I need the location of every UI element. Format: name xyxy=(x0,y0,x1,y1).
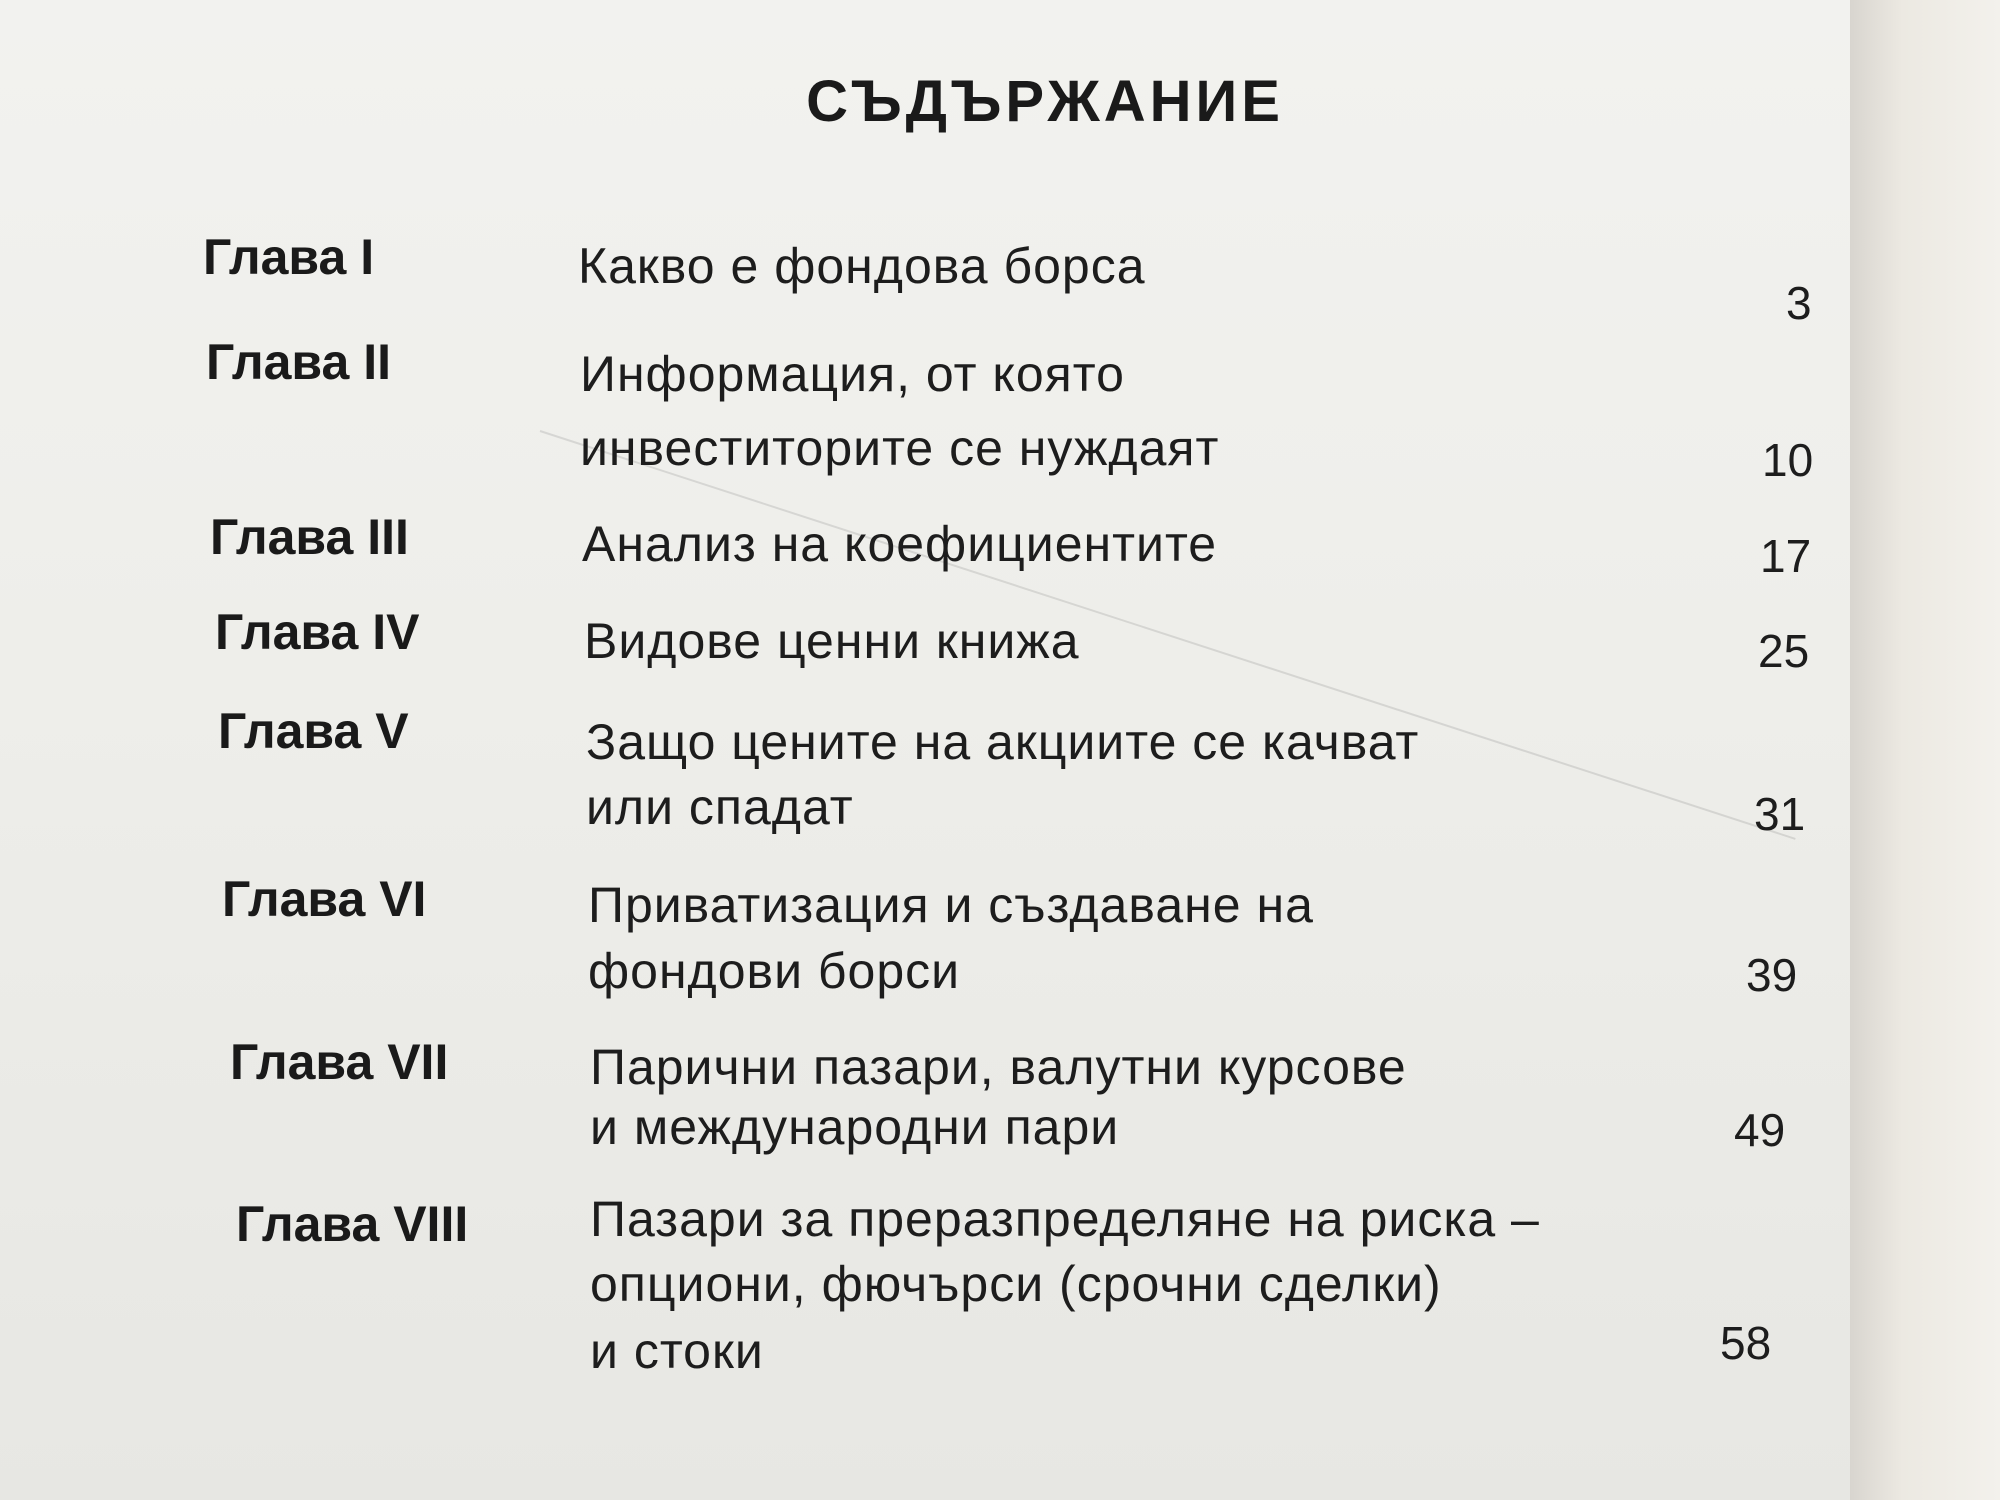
page-number: 31 xyxy=(1754,788,1806,840)
page-number: 49 xyxy=(1734,1104,1786,1156)
chapter-title-line: фондови борси xyxy=(588,943,961,999)
chapter-label: Глава VII xyxy=(230,1034,449,1090)
page-number: 3 xyxy=(1786,277,1812,329)
page-number: 58 xyxy=(1720,1317,1772,1369)
chapter-title-line: Видове ценни книжа xyxy=(584,613,1080,669)
page-number: 25 xyxy=(1758,625,1810,677)
chapter-label: Глава I xyxy=(203,229,375,285)
chapter-title-line: Приватизация и създаване на xyxy=(588,877,1314,933)
chapter-title-line: и международни пари xyxy=(590,1099,1120,1155)
chapter-label: Глава IV xyxy=(215,604,420,660)
chapter-title-line: и стоки xyxy=(590,1323,764,1379)
chapter-title-line: или спадат xyxy=(586,779,854,835)
page-number: 10 xyxy=(1762,434,1814,486)
chapter-title-line: Защо цените на акциите се качват xyxy=(586,714,1420,770)
chapter-label: Глава VIII xyxy=(236,1196,469,1252)
chapter-label: Глава VI xyxy=(222,871,427,927)
chapter-title-line: Пазари за преразпределяне на риска – xyxy=(590,1191,1540,1247)
chapter-label: Глава III xyxy=(210,509,409,565)
page-number: 39 xyxy=(1746,949,1798,1001)
chapter-title-line: инвеститорите се нуждаят xyxy=(580,420,1220,476)
chapter-title-line: опциони, фючърси (срочни сделки) xyxy=(590,1256,1442,1312)
chapter-label: Глава II xyxy=(206,334,391,390)
chapter-title-line: Информация, от която xyxy=(580,346,1125,402)
page-title: СЪДЪРЖАНИЕ xyxy=(806,69,1284,134)
chapter-title-line: Анализ на коефициентите xyxy=(582,516,1218,572)
chapter-title-line: Какво е фондова борса xyxy=(578,238,1146,294)
chapter-label: Глава V xyxy=(218,703,409,759)
page-number: 17 xyxy=(1760,530,1812,582)
chapter-title-line: Парични пазари, валутни курсове xyxy=(590,1039,1407,1095)
